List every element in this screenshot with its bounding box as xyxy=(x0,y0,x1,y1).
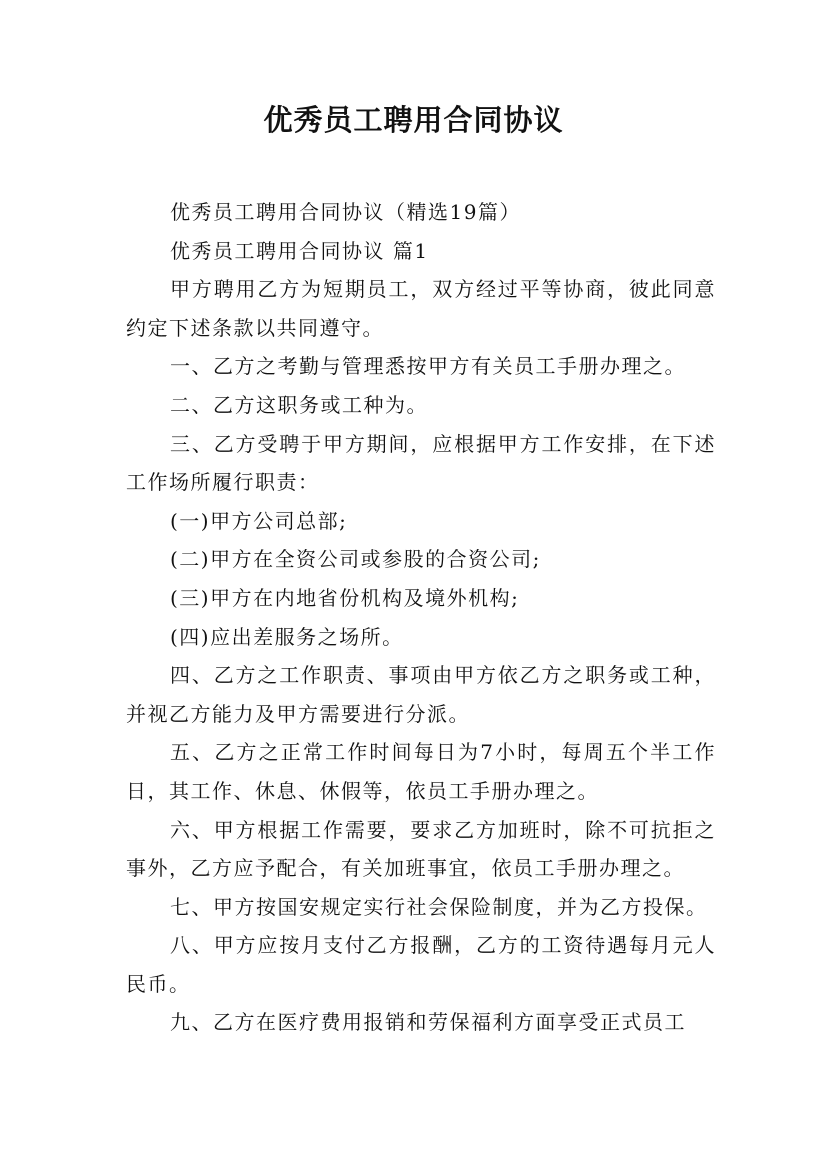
document-title: 优秀员工聘用合同协议 xyxy=(263,103,564,137)
document-body xyxy=(126,193,716,1042)
paragraph-clause-5: 五、乙方之正常工作时间每日为7小时，每周五个半工作日，其工作、休息、休假等，依员工手册办理之。 xyxy=(126,740,716,803)
paragraph-clause-3-item-2: (二)甲方在全资公司或参股的合资公司; xyxy=(170,547,541,572)
paragraph-section-heading: 优秀员工聘用合同协议 篇1 xyxy=(170,238,429,263)
paragraph-clause-2: 二、乙方这职务或工种为。 xyxy=(170,392,428,417)
paragraph-clause-3: 三、乙方受聘于甲方期间，应根据甲方工作安排，在下述工作场所履行职责： xyxy=(126,431,716,495)
paragraph-clause-9: 九、乙方在医疗费用报销和劳保福利方面享受正式员工 xyxy=(170,1010,686,1035)
paragraph-clause-7: 七、甲方按国安规定实行社会保险制度，并为乙方投保。 xyxy=(170,894,708,919)
paragraph-subtitle: 优秀员工聘用合同协议（精选19篇） xyxy=(170,200,521,224)
paragraph-clause-3-item-3: (三)甲方在内地省份机构及境外机构; xyxy=(170,585,520,610)
paragraph-clause-6: 六、甲方根据工作需要，要求乙方加班时，除不可抗拒之事外，乙方应予配合，有关加班事宜，依员工手册办理之。 xyxy=(126,817,716,881)
paragraph-clause-1: 一、乙方之考勤与管理悉按甲方有关员工手册办理之。 xyxy=(170,354,686,379)
paragraph-preamble: 甲方聘用乙方为短期员工，双方经过平等协商，彼此同意约定下述条款以共同遵守。 xyxy=(126,277,716,340)
paragraph-clause-4: 四、乙方之工作职责、事项由甲方依乙方之职务或工种，并视乙方能力及甲方需要进行分派。 xyxy=(126,663,716,726)
paragraph-clause-3-item-4: (四)应出差服务之场所。 xyxy=(170,624,404,649)
paragraph-clause-3-item-1: (一)甲方公司总部; xyxy=(170,508,348,533)
paragraph-clause-8: 八、甲方应按月支付乙方报酬，乙方的工资待遇每月元人民币。 xyxy=(126,933,716,996)
